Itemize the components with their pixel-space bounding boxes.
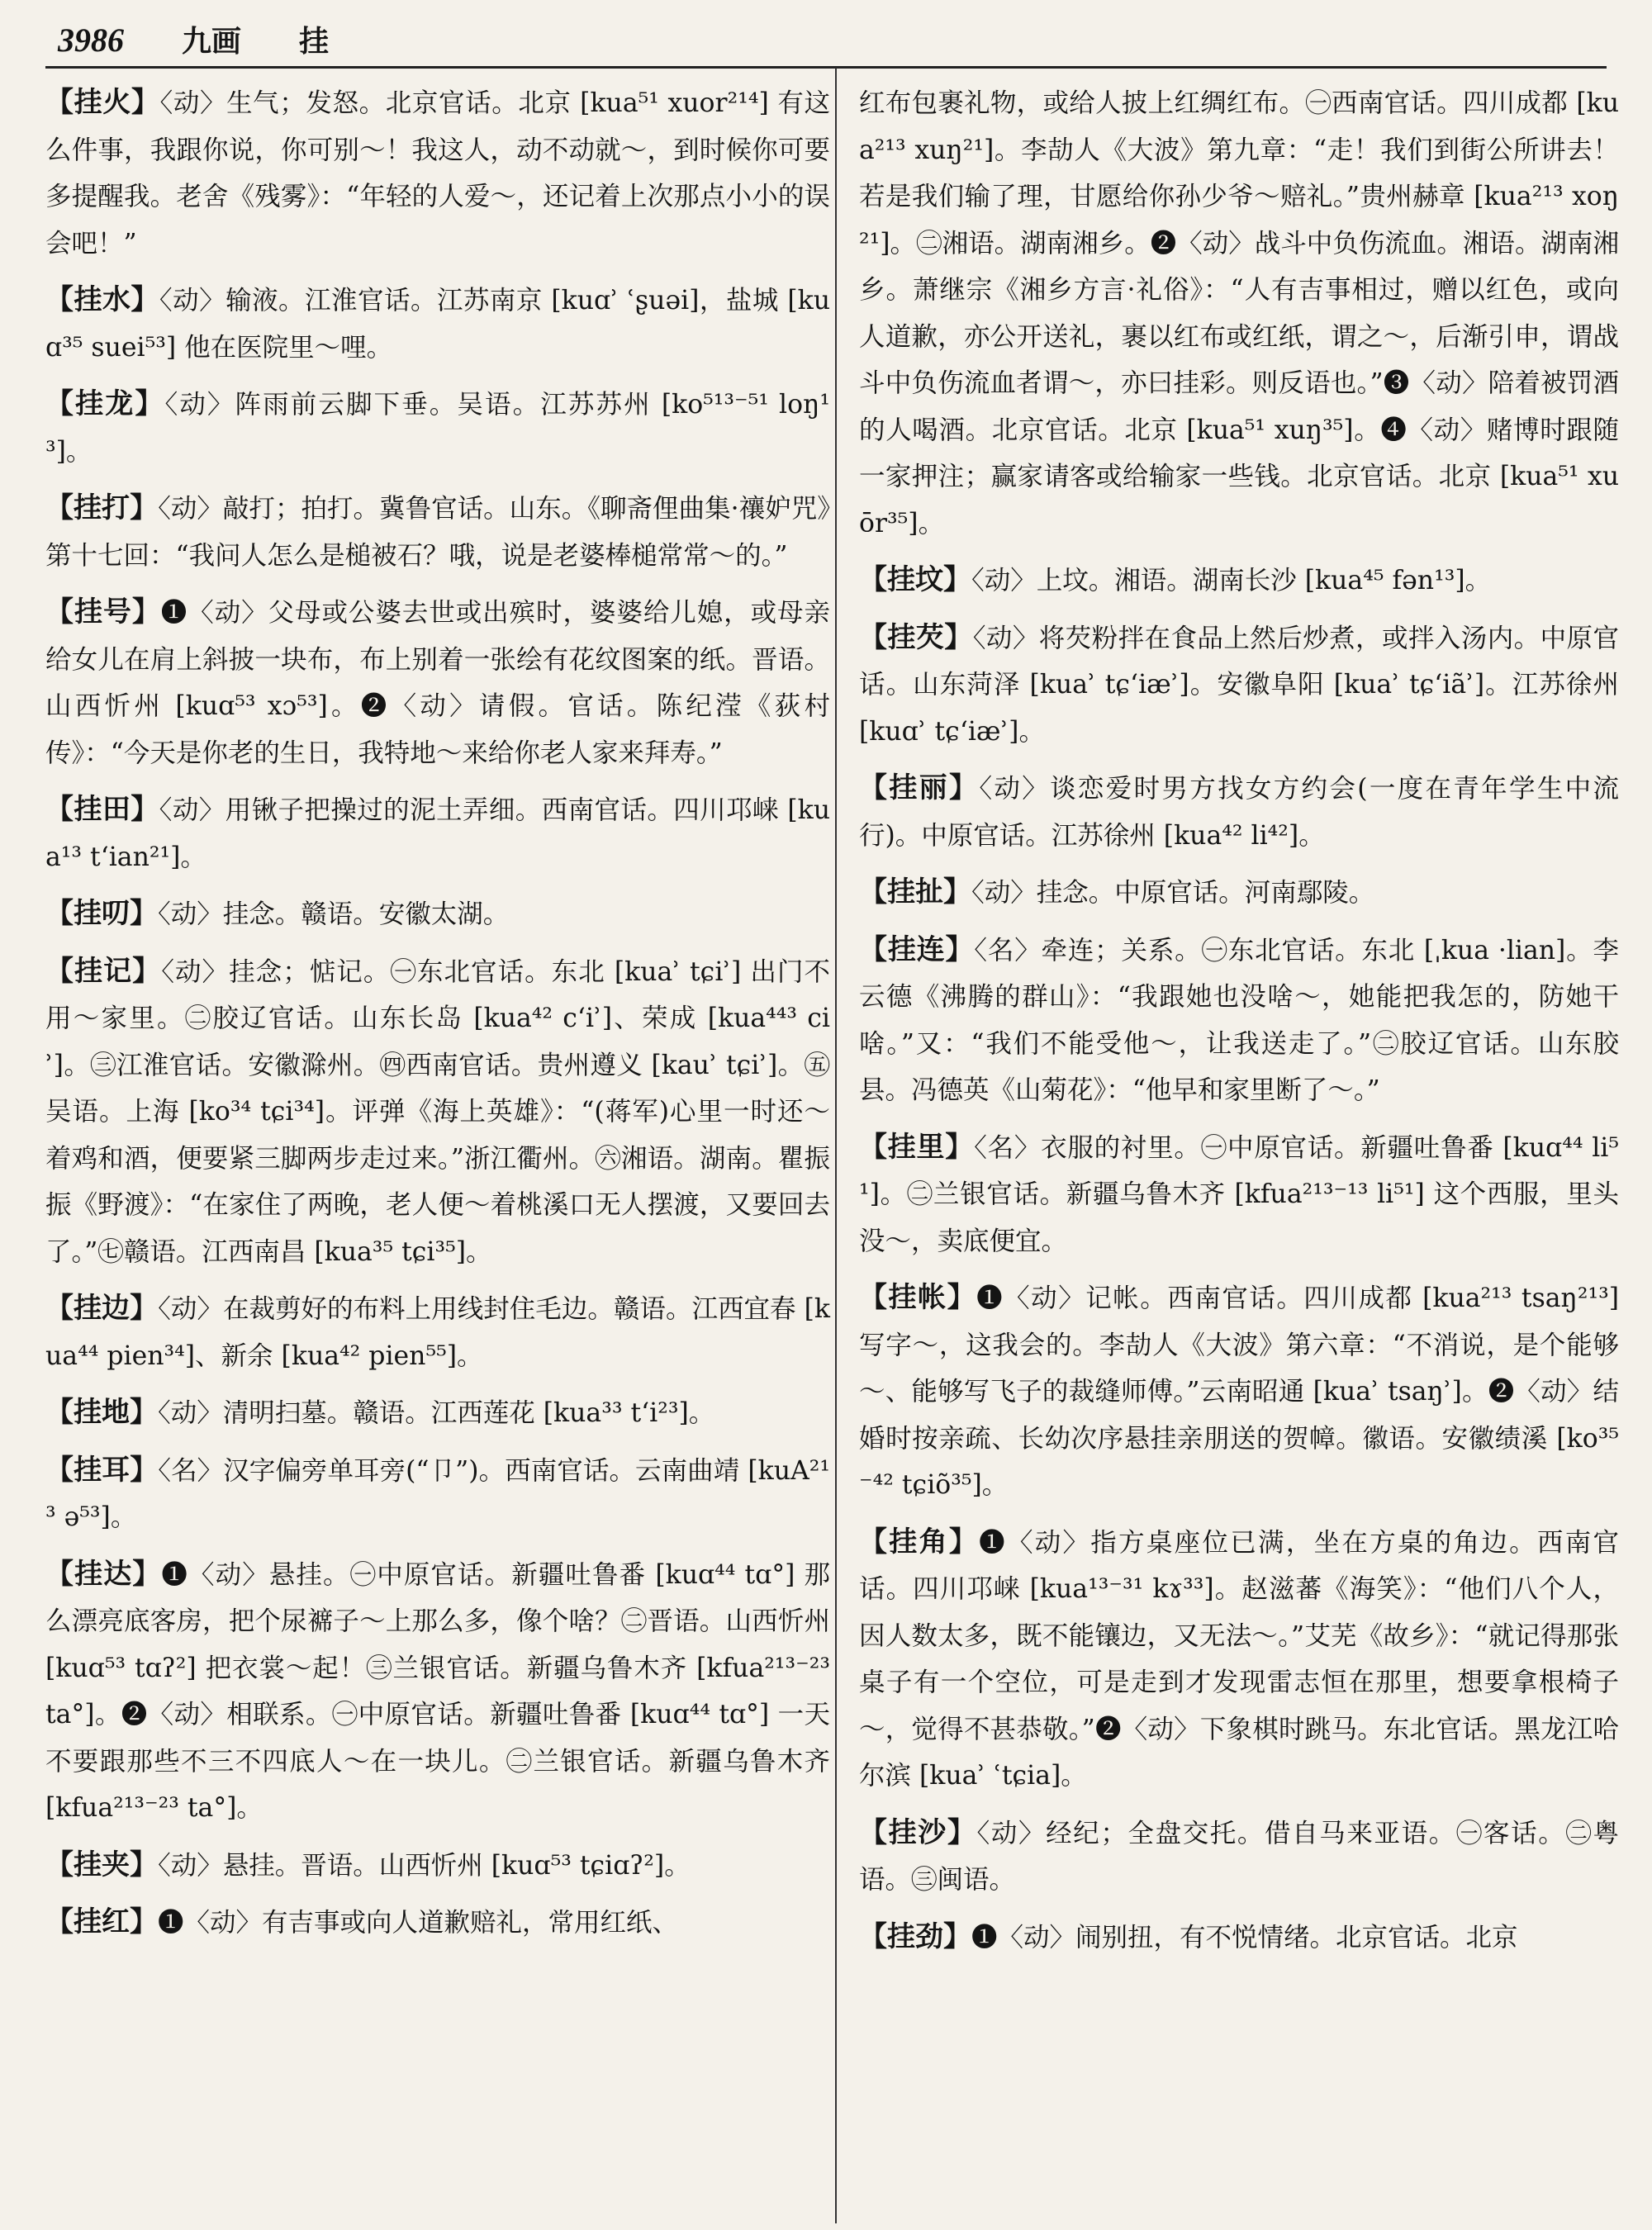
entry-definition: 〈动〉谈恋爱时男方找女方约会(一度在青年学生中流行)。中原官话。江苏徐州 [kua⁴² li⁴²]。 <box>859 774 1619 851</box>
entry-definition: 〈动〉上坟。湘语。湖南长沙 [kua⁴⁵ fən¹³]。 <box>971 566 1492 595</box>
dictionary-entry <box>45 277 830 371</box>
entry-definition: ❶〈动〉有吉事或向人道歉赔礼，常用红纸、 <box>158 1908 679 1938</box>
dictionary-entry <box>45 1899 830 1947</box>
dictionary-entry <box>45 948 830 1276</box>
entry-headword: 【挂沙】 <box>859 1815 977 1849</box>
dictionary-entry <box>859 557 1619 605</box>
entry-headword: 【挂扯】 <box>859 875 971 909</box>
dictionary-entry <box>859 1914 1619 1962</box>
entry-definition: 红布包裹礼物，或给人披上红绸红布。㊀西南官话。四川成都 [kua²¹³ xuŋ²¹]。李劼人《大波》第九章：“走！我们到街公所讲去！若是我们输了理，甘愿给你孙少爷～赔礼。”贵州赫章 [kua²¹³ xoŋ²¹]。㊁湘语。湖南湘乡。❷〈动〉战斗中负伤流血。湘语。湖南湘乡。萧继宗《湘乡方言·礼俗》：“人有吉事相过，赠以红色，或向人道歉，亦公开送礼，裹以红布或红纸，谓之～，后渐引申，谓战斗中负伤流血者谓～，亦曰挂彩。则反语也。”❸〈动〉陪着被罚酒的人喝酒。北京官话。北京 [kua⁵¹ xuŋ³⁵]。❹〈动〉赌博时跟随一家押注；赢家请客或给输家一些钱。北京官话。北京 [kua⁵¹ xuōr³⁵]。 <box>859 88 1619 539</box>
entry-definition: 〈动〉将芡粉拌在食品上然后炒煮，或拌入汤内。中原官话。山东菏泽 [kuaʾ tɕʻiæʾ]。安徽阜阳 [kuaʾ tɕʻiãʾ]。江苏徐州 [kuɑʾ tɕʻiæʾ]。 <box>859 623 1619 747</box>
entry-headword: 【挂连】 <box>859 932 975 966</box>
dictionary-entry <box>45 1389 830 1437</box>
entry-headword: 【挂打】 <box>45 491 159 524</box>
entry-definition: 〈动〉输液。江淮官话。江苏南京 [kuɑʾ ʿʂuəi]，盐城 [kuɑ³⁵ suei⁵³] 他在医院里～哩。 <box>45 286 831 363</box>
dictionary-entry <box>859 1810 1619 1904</box>
dictionary-entry <box>45 890 830 938</box>
entry-definition: 〈动〉生气；发怒。北京官话。北京 [kua⁵¹ xuor²¹⁴] 有这么件事，我跟你说，你可别～！我这人，动不动就～，到时候你可要多提醒我。老舍《残雾》：“年轻的人爱～，还记着上次那点小小的误会吧！” <box>45 88 830 259</box>
entry-definition: ❶〈动〉闹别扭，有不悦情绪。北京官话。北京 <box>971 1922 1518 1952</box>
entry-definition: ❶〈动〉父母或公婆去世或出殡时，婆婆给儿媳，或母亲给女儿在肩上斜披一块布，布上别着一张绘有花纹图案的纸。晋语。山西忻州 [kuɑ⁵³ xɔ⁵³]。❷〈动〉请假。官话。陈纪滢《荻村传》：“今天是你老的生日，我特地～来给你老人家来拜寿。” <box>45 598 831 768</box>
entry-definition: ❶〈动〉悬挂。㊀中原官话。新疆吐鲁番 [kuɑ⁴⁴ tɑ°] 那么漂亮底客房，把个尿褯子～上那么多，像个啥？㊁晋语。山西忻州 [kuɑ⁵³ tɑʔ²] 把衣裳～起！㊂兰银官话。新疆乌鲁木齐 [kfua²¹³⁻²³ ta°]。❷〈动〉相联系。㊀中原官话。新疆吐鲁番 [kuɑ⁴⁴ tɑ°] 一天不要跟那些不三不四底人～在一块儿。㊁兰银官话。新疆乌鲁木齐 [kfua²¹³⁻²³ ta°]。 <box>45 1559 830 1823</box>
entry-definition: 〈动〉悬挂。晋语。山西忻州 [kuɑ⁵³ tɕiɑʔ²]。 <box>158 1850 691 1881</box>
entry-headword: 【挂地】 <box>45 1396 158 1429</box>
dictionary-entry <box>45 1842 830 1890</box>
entry-definition: 〈名〉牵连；关系。㊀东北官话。东北 [ˌkua ·lian]。李云德《沸腾的群山》：“我跟她也没啥～，她能把我怎的，防她干啥。”又：“我们不能受他～，让我送走了。”㊁胶辽官话。山东胶县。冯德英《山菊花》：“他早和家里断了～。” <box>859 935 1619 1105</box>
dictionary-entry <box>859 927 1619 1114</box>
entry-definition: 〈动〉在裁剪好的布料上用线封住毛边。赣语。江西宜春 [kua⁴⁴ pien³⁴]、新余 [kua⁴² pien⁵⁵]。 <box>45 1294 830 1371</box>
entry-headword: 【挂边】 <box>45 1292 159 1325</box>
entry-definition: 〈动〉挂念。中原官话。河南鄢陵。 <box>971 878 1375 908</box>
dictionary-entry <box>859 869 1619 917</box>
entry-definition: 〈动〉挂念；惦记。㊀东北官话。东北 [kuaʾ tɕiʾ] 出门不用～家里。㊁胶辽官话。山东长岛 [kua⁴² cʻiʾ]、荣成 [kua⁴⁴³ ciʾ]。㊂江淮官话。安徽滁州。㊃西南官话。贵州遵义 [kauʾ tɕiʾ]。㊄吴语。上海 [ko³⁴ tɕi³⁴]。评弹《海上英雄》：“(蒋军)心里一时还～着鸡和酒，便要紧三脚两步走过来。”浙江衢州。㊅湘语。湖南。瞿振振《野渡》：“在家住了两晚，老人便～着桃溪口无人摆渡，又要回去了。”㊆赣语。江西南昌 [kua³⁵ tɕi³⁵]。 <box>45 956 831 1267</box>
entry-headword: 【挂红】 <box>45 1905 158 1938</box>
entry-definition: 〈动〉经纪；全盘交托。借自马来亚语。㊀客话。㊁粤语。㊂闽语。 <box>859 1818 1619 1895</box>
entry-headword: 【挂劲】 <box>859 1919 971 1953</box>
entry-headword: 【挂耳】 <box>45 1453 159 1487</box>
dictionary-entry <box>859 1124 1619 1265</box>
entry-headword: 【挂火】 <box>45 86 160 119</box>
entry-definition: 〈动〉敲打；拍打。冀鲁官话。山东。《聊斋俚曲集·禳妒咒》第十七回：“我问人怎么是槌被石？哦，说是老婆棒槌常常～的。” <box>45 494 830 571</box>
radical-label: 九画 <box>182 24 242 59</box>
dictionary-entry <box>45 786 830 880</box>
entry-headword: 【挂记】 <box>45 954 162 988</box>
dictionary-entry <box>45 1551 830 1832</box>
page-number: 3986 <box>58 21 124 59</box>
dictionary-entry <box>45 1447 830 1541</box>
dictionary-entry <box>859 765 1619 859</box>
entry-definition: ❶〈动〉指方桌座位已满，坐在方桌的角边。西南官话。四川邛崃 [kua¹³⁻³¹ kɤ³³]。赵滋蕃《海笑》：“他们八个人，因人数太多，既不能镶边，又无法～。”艾芜《故乡》：“就记得那张桌子有一个空位，可是走到才发现雷志恒在那里，想要拿根椅子～，觉得不甚恭敬。”❷〈动〉下象棋时跳马。东北官话。黑龙江哈尔滨 [kuaʾ ʿtɕia]。 <box>859 1527 1619 1791</box>
entry-definition: 〈动〉用锹子把操过的泥土弄细。西南官话。四川邛崃 [kua¹³ tʻian²¹]。 <box>45 795 831 872</box>
entry-headword: 【挂帐】 <box>859 1281 977 1314</box>
dictionary-entry <box>859 614 1619 756</box>
entry-definition: 〈动〉挂念。赣语。安徽太湖。 <box>158 899 510 929</box>
entry-headword: 【挂芡】 <box>859 620 973 654</box>
dictionary-entry <box>859 1274 1619 1509</box>
entry-definition: 〈动〉阵雨前云脚下垂。吴语。江苏苏州 [ko⁵¹³⁻⁵¹ loŋ¹³]。 <box>45 390 831 467</box>
entry-headword: 【挂里】 <box>859 1130 975 1164</box>
dictionary-entry <box>859 79 1619 547</box>
entry-headword: 【挂角】 <box>859 1525 980 1559</box>
entry-headword: 【挂坟】 <box>859 563 971 596</box>
entry-headword: 【挂丽】 <box>859 771 980 804</box>
entry-headword: 【挂夹】 <box>45 1848 158 1881</box>
dictionary-entry <box>45 79 830 267</box>
right-column <box>859 79 1619 1971</box>
left-column <box>45 79 830 1957</box>
dictionary-entry <box>45 1285 830 1379</box>
dictionary-entry <box>45 381 830 475</box>
header-rule <box>45 66 1607 69</box>
dictionary-entry <box>45 485 830 579</box>
entry-headword: 【挂田】 <box>45 793 159 826</box>
entry-headword: 【挂叨】 <box>45 897 158 930</box>
entry-definition: ❶〈动〉记帐。西南官话。四川成都 [kua²¹³ tsaŋ²¹³] 写字～，这我会的。李劼人《大波》第六章：“不消说，是个能够～、能够写飞子的裁缝师傅。”云南昭通 [kuaʾ tsaŋʾ]。❷〈动〉结婚时按亲疏、长幼次序悬挂亲朋送的贺幛。徽语。安徽绩溪 [ko³⁵⁻⁴² tɕiõ³⁵]。 <box>859 1283 1620 1500</box>
entry-definition: 〈名〉衣服的衬里。㊀中原官话。新疆吐鲁番 [kuɑ⁴⁴ li⁵¹]。㊁兰银官话。新疆乌鲁木齐 [kfua²¹³⁻¹³ li⁵¹] 这个西服，里头没～，卖底便宜。 <box>859 1132 1620 1256</box>
entry-headword: 【挂水】 <box>45 283 159 316</box>
page-header <box>58 18 1611 64</box>
entry-headword: 【挂号】 <box>45 595 161 629</box>
dictionary-entry <box>45 589 830 776</box>
entry-definition: 〈动〉清明扫墓。赣语。江西莲花 [kua³³ tʻi²³]。 <box>158 1398 715 1428</box>
column-divider <box>835 68 837 2223</box>
dictionary-entry <box>859 1519 1619 1800</box>
header-character: 挂 <box>299 24 330 59</box>
entry-headword: 【挂龙】 <box>45 387 165 420</box>
entry-headword: 【挂达】 <box>45 1557 162 1591</box>
entry-definition: 〈名〉汉字偏旁单耳旁(“卩”)。西南官话。云南曲靖 [kuA²¹³ ə⁵³]。 <box>45 1455 830 1532</box>
